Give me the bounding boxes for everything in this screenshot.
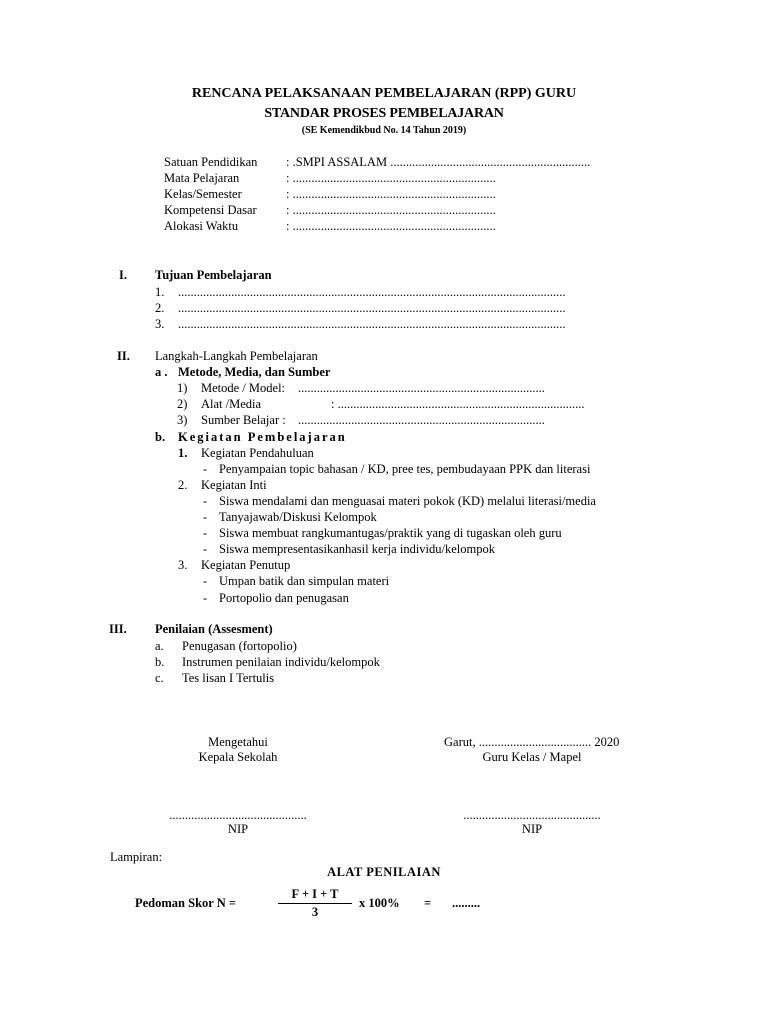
left-signature-caption: Mengetahui <box>208 735 268 749</box>
bullet-item: Tanyajawab/Diskusi Kelompok <box>219 510 377 524</box>
list-number: 1. <box>155 285 165 299</box>
right-signature-role: Guru Kelas / Mapel <box>482 750 582 764</box>
list-number: 1) <box>177 381 188 395</box>
bullet-item: Umpan batik dan simpulan materi <box>219 574 390 588</box>
list-number: 2) <box>177 397 188 411</box>
left-signature-line: ............................................ <box>169 808 307 822</box>
bullet-item: Portopolio dan penugasan <box>219 591 349 605</box>
bullet-item: Penyampaian topic bahasan / KD, pree tes, pembudayaan PPK dan literasi <box>219 462 591 476</box>
bullet-dash: - <box>203 591 208 605</box>
left-nip: NIP <box>227 822 249 836</box>
step-title: Kegiatan Pendahuluan <box>201 446 314 460</box>
identity-label: Kompetensi Dasar <box>164 203 257 217</box>
section-heading: Langkah-Langkah Pembelajaran <box>155 349 318 363</box>
list-number: a. <box>155 639 164 653</box>
formula-label: Pedoman Skor N = <box>135 896 237 910</box>
list-value: ............................................................................... <box>298 381 545 395</box>
bullet-dash: - <box>203 462 208 476</box>
list-label: Sumber Belajar : <box>201 413 286 427</box>
list-number: 3) <box>177 413 188 427</box>
list-value: : ............................................................................... <box>331 397 585 411</box>
list-item: Instrumen penilaian individu/kelompok <box>182 655 380 669</box>
step-number: 1. <box>178 446 188 460</box>
list-number: b. <box>155 655 165 669</box>
identity-label: Mata Pelajaran <box>164 171 240 185</box>
bullet-dash: - <box>203 510 208 524</box>
list-item: ............................................................................................................................ <box>178 317 566 331</box>
subsection-label: b. <box>155 430 166 444</box>
list-value: ............................................................................... <box>298 413 545 427</box>
right-nip: NIP <box>521 822 543 836</box>
document-subtitle: STANDAR PROSES PEMBELAJARAN <box>264 106 504 121</box>
identity-label: Alokasi Waktu <box>164 219 239 233</box>
subsection-heading: Kegiatan Pembelajaran <box>178 430 347 444</box>
left-signature-role: Kepala Sekolah <box>198 750 278 764</box>
section-heading: Tujuan Pembelajaran <box>155 268 272 282</box>
bullet-dash: - <box>203 494 208 508</box>
formula-multiplier: x 100% <box>359 896 400 910</box>
place-date: Garut, .................................... 2020 <box>444 735 620 749</box>
formula-equals: = <box>424 896 432 910</box>
appendix-label: Lampiran: <box>110 850 163 864</box>
step-number: 3. <box>178 558 188 572</box>
formula-result: ......... <box>452 896 481 910</box>
list-label: Alat /Media <box>201 397 262 411</box>
subsection-heading: Metode, Media, dan Sumber <box>178 365 331 379</box>
right-signature-line: ............................................ <box>463 808 601 822</box>
list-number: 3. <box>155 317 165 331</box>
section-number: I. <box>119 268 127 282</box>
list-item: ............................................................................................................................ <box>178 285 566 299</box>
list-item: Tes lisan I Tertulis <box>182 671 275 685</box>
section-number: II. <box>117 349 130 363</box>
list-label: Metode / Model: <box>201 381 286 395</box>
identity-value: : ................................................................. <box>286 187 496 201</box>
list-item: ............................................................................................................................ <box>178 301 566 315</box>
document-reference: (SE Kemendikbud No. 14 Tahun 2019) <box>301 125 467 136</box>
bullet-item: Siswa membuat rangkumantugas/praktik yang di tugaskan oleh guru <box>219 526 562 540</box>
identity-label: Kelas/Semester <box>164 187 242 201</box>
section-heading: Penilaian (Assesment) <box>155 622 273 636</box>
appendix-title: ALAT PENILAIAN <box>327 865 441 879</box>
subsection-label: a . <box>155 365 168 379</box>
bullet-item: Siswa mendalami dan menguasai materi pokok (KD) melalui literasi/media <box>219 494 596 508</box>
formula-denominator: 3 <box>311 905 319 919</box>
identity-value: : .SMPI ASSALAM ................................................................ <box>286 155 591 169</box>
document-title: RENCANA PELAKSANAAN PEMBELAJARAN (RPP) GURU <box>191 86 577 101</box>
list-item: Penugasan (fortopolio) <box>182 639 297 653</box>
list-number: c. <box>155 671 164 685</box>
section-number: III. <box>109 622 127 636</box>
bullet-dash: - <box>203 542 208 556</box>
list-number: 2. <box>155 301 165 315</box>
bullet-dash: - <box>203 574 208 588</box>
identity-label: Satuan Pendidikan <box>164 155 258 169</box>
bullet-item: Siswa mempresentasikanhasil kerja individu/kelompok <box>219 542 495 556</box>
step-title: Kegiatan Inti <box>201 478 267 492</box>
step-title: Kegiatan Penutup <box>201 558 291 572</box>
identity-value: : ................................................................. <box>286 219 496 233</box>
identity-value: : ................................................................. <box>286 171 496 185</box>
step-number: 2. <box>178 478 188 492</box>
formula-numerator: F + I + T <box>291 887 339 901</box>
bullet-dash: - <box>203 526 208 540</box>
identity-value: : ................................................................. <box>286 203 496 217</box>
